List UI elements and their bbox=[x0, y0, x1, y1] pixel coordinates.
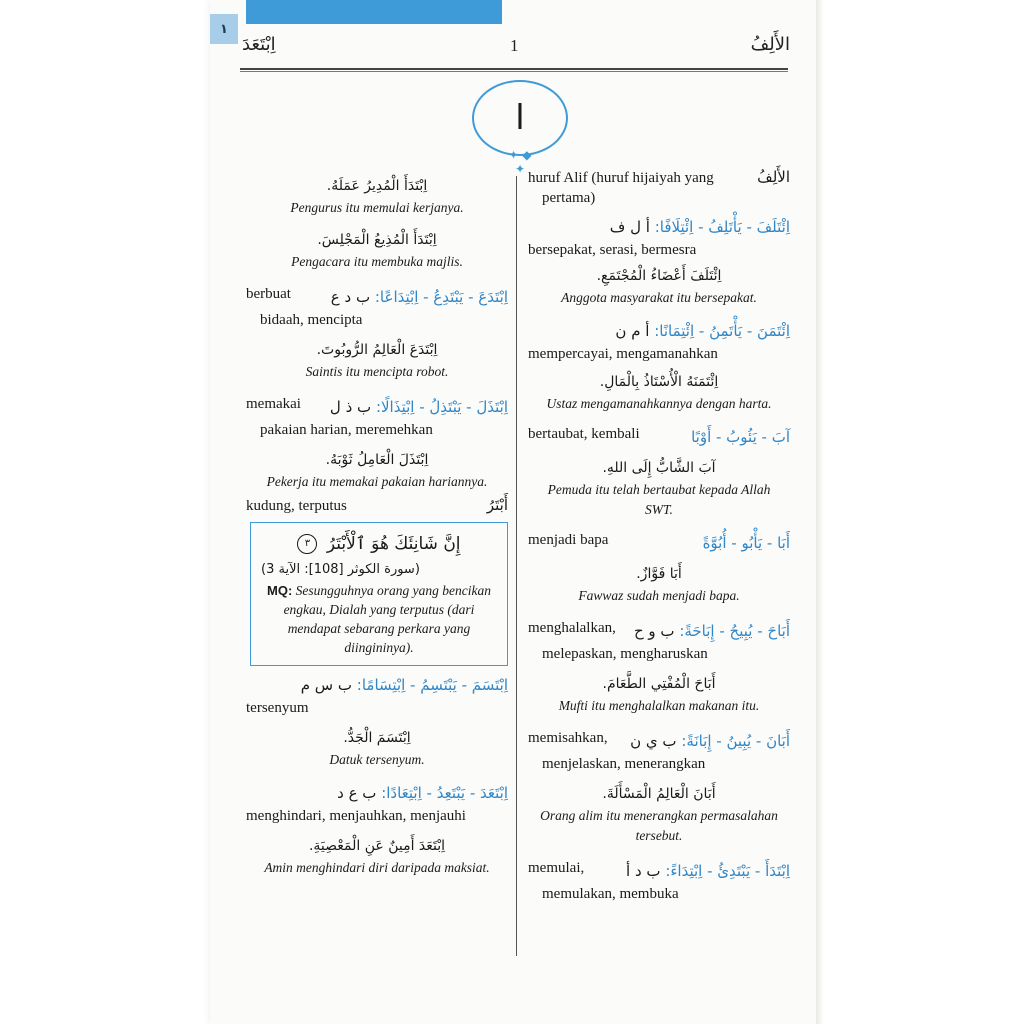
example-arabic: اِبْتَذَلَ الْعَامِلُ ثَوْبَهُ. bbox=[325, 452, 429, 468]
entry-headword: اِبْتَذَلَ - يَبْتَذِلُ - اِبْتِذَالًا: bbox=[375, 398, 508, 416]
entry-ibtasama bbox=[246, 672, 508, 770]
entry-meaning-cont: pertama) bbox=[542, 190, 596, 206]
ayah-number: ٣ bbox=[297, 534, 317, 554]
entry-headword: الأَلِفُ bbox=[757, 168, 790, 186]
entry-headword: آبَ - يَئُوبُ - أَوْبًا bbox=[691, 428, 790, 446]
entry-root: ب ع د bbox=[337, 784, 377, 802]
entry-itamana bbox=[528, 318, 790, 414]
entry-meaning-cont: menjelaskan, menerangkan bbox=[542, 756, 706, 772]
section-letter-badge bbox=[468, 80, 572, 176]
entry-meaning: huruf Alif (huruf hijaiyah yang bbox=[528, 170, 714, 186]
left-column bbox=[246, 168, 508, 878]
entry-meaning: memakai bbox=[246, 396, 301, 412]
entry-meaning: memisahkan, bbox=[528, 730, 608, 746]
mq-label: MQ: bbox=[267, 583, 293, 598]
entry-headword: اِبْتَدَأَ - يَبْتَدِئُ - اِبْتِدَاءً: bbox=[665, 862, 790, 880]
column-divider bbox=[516, 176, 517, 956]
entry-meaning: kudung, terputus bbox=[246, 498, 347, 514]
entry-meaning: bertaubat, kembali bbox=[528, 426, 640, 442]
entry-root: ب د أ bbox=[626, 862, 661, 880]
example-translation-cont: tersebut. bbox=[635, 828, 683, 843]
entry-aba bbox=[528, 424, 790, 520]
entry-root: أ م ن bbox=[615, 322, 650, 340]
entry-root: ب و ح bbox=[633, 622, 675, 640]
section-letter: ا bbox=[472, 80, 568, 156]
example-translation: Ustaz mengamanahkannya dengan harta. bbox=[546, 396, 772, 411]
entry-root: ب د ع bbox=[330, 288, 371, 306]
example-translation: Mufti itu menghalalkan makanan itu. bbox=[558, 698, 760, 713]
example-arabic: أَبَانَ الْعَالِمُ الْمَسْأَلَةَ. bbox=[602, 786, 716, 802]
page-number: 1 bbox=[510, 36, 519, 55]
example-translation: Datuk tersenyum. bbox=[329, 752, 425, 767]
entry-root: ب س م bbox=[300, 676, 353, 694]
entry-meaning-cont: bidaah, mencipta bbox=[260, 312, 363, 328]
entry-meaning-cont: melepaskan, mengharuskan bbox=[542, 646, 708, 662]
entry-headword: أَبَاحَ - يُبِيحُ - إِبَاحَةً: bbox=[679, 622, 790, 640]
entry-italafa bbox=[528, 214, 790, 308]
quran-ayah-text: إِنَّ شَانِئَكَ هُوَ ٱلْأَبْتَرُ bbox=[326, 534, 461, 554]
entry-ibtadhala bbox=[246, 394, 508, 492]
example-arabic: اِئْتَلَفَ أَعْضَاءُ الْمُجْتَمَعِ. bbox=[596, 268, 722, 284]
mq-text: Sesungguhnya orang yang bencikan engkau, Dialah yang terputus (dari mendapat sebarang perkara yang diingininya). bbox=[283, 583, 491, 655]
header-right-guide-word: الأَلِفُ bbox=[750, 34, 790, 55]
page-edge bbox=[816, 0, 824, 1024]
entry-headword: أَبَا - يَأْبُو - أُبُوَّةً bbox=[702, 534, 790, 552]
header-rule-thin bbox=[240, 71, 788, 72]
entry-root: ب ذ ل bbox=[329, 398, 372, 416]
entry-headword: اِبْتَعَدَ - يَبْتَعِدُ - اِبْتِعَادًا: bbox=[381, 784, 508, 802]
entry-ibtaada bbox=[246, 780, 508, 878]
entry-abaha bbox=[528, 618, 790, 716]
entry-abtar bbox=[246, 496, 508, 516]
header-left-guide-word: اِبْتَعَدَ bbox=[242, 34, 276, 55]
entry-meaning: menjadi bapa bbox=[528, 532, 609, 548]
entry-root: أ ل ف bbox=[609, 218, 650, 236]
entry-headword: اِئْتَمَنَ - يَأْتَمِنُ - اِئْتِمَانًا: bbox=[654, 322, 790, 340]
example-arabic: اِئْتَمَنَهُ الْأُسْتَاذُ بِالْمَالِ. bbox=[599, 374, 719, 390]
example-arabic: آبَ الشَّابُّ إِلَى اللهِ. bbox=[602, 460, 716, 476]
example-translation: Saintis itu mencipta robot. bbox=[305, 364, 449, 379]
entry-meaning: mempercayai, mengamanahkan bbox=[528, 346, 718, 362]
entry-alif bbox=[528, 168, 790, 208]
example-translation: Pengacara itu membuka majlis. bbox=[291, 254, 463, 269]
example-translation: Orang alim itu menerangkan permasalahan bbox=[540, 808, 778, 823]
entry-headword: أَبَانَ - يُبِينُ - إِبَانَةً: bbox=[681, 732, 790, 750]
entry-ibtadaa bbox=[246, 284, 508, 382]
example-arabic: اِبْتَسَمَ الْجَدُّ. bbox=[343, 730, 411, 746]
dictionary-page bbox=[210, 0, 816, 1024]
example-arabic: أَبَا فَوَّازٌ. bbox=[636, 566, 682, 582]
ornament-icon: ✦ ◆ ✦ bbox=[508, 148, 532, 176]
quran-translation bbox=[261, 581, 497, 657]
entry-meaning-cont: memulakan, membuka bbox=[542, 886, 679, 902]
entry-meaning: menghindari, menjauhkan, menjauhi bbox=[246, 808, 466, 824]
example-arabic: أَبَاحَ الْمُفْتِي الطَّعَامَ. bbox=[602, 676, 716, 692]
example-translation: Amin menghindari diri daripada maksiat. bbox=[264, 860, 490, 875]
example-translation: Pekerja itu memakai pakaian hariannya. bbox=[266, 474, 488, 489]
entry-headword: اِبْتَسَمَ - يَبْتَسِمُ - اِبْتِسَامًا: bbox=[356, 676, 508, 694]
example-translation: Fawwaz sudah menjadi bapa. bbox=[578, 588, 740, 603]
example-translation-cont: SWT. bbox=[645, 502, 673, 517]
entry-abaa bbox=[528, 530, 790, 606]
right-column bbox=[528, 168, 790, 904]
top-color-bar bbox=[246, 0, 502, 24]
example-arabic: اِبْتَعَدَ أَمِينٌ عَنِ الْمَعْصِيَةِ. bbox=[308, 838, 446, 854]
quran-source: (سورة الكوثر [108]: الآية 3) bbox=[261, 562, 420, 577]
entry-meaning: menghalalkan, bbox=[528, 620, 616, 636]
page-tab-marker: ١ bbox=[210, 14, 238, 44]
entry-headword: اِبْتَدَعَ - يَبْتَدِعُ - اِبْتِدَاعًا: bbox=[374, 288, 508, 306]
entry-headword: أَبْتَرُ bbox=[486, 496, 508, 514]
entry-meaning: bersepakat, serasi, bermesra bbox=[528, 242, 697, 258]
entry-headword: اِئْتَلَفَ - يَأْتَلِفُ - اِئْتِلَافًا: bbox=[654, 218, 790, 236]
quran-quote-box bbox=[250, 522, 508, 666]
example-translation: Pengurus itu memulai kerjanya. bbox=[290, 200, 464, 215]
example-arabic: اِبْتَدَعَ الْعَالِمُ الرُّوبُوتَ. bbox=[316, 342, 438, 358]
example-arabic: اِبْتَدَأَ الْمُدِيرُ عَمَلَهُ. bbox=[326, 178, 428, 194]
entry-root: ب ي ن bbox=[630, 732, 677, 750]
entry-abana bbox=[528, 728, 790, 846]
entry-ibtadaa-begin bbox=[528, 858, 790, 904]
entry-meaning: berbuat bbox=[246, 286, 291, 302]
entry-meaning-cont: pakaian harian, meremehkan bbox=[260, 422, 433, 438]
header-rule bbox=[240, 68, 788, 70]
example-translation: Pemuda itu telah bertaubat kepada Allah bbox=[547, 482, 771, 497]
entry-meaning: memulai, bbox=[528, 860, 585, 876]
example-arabic: اِبْتَدَأَ الْمُذِيعُ الْمَجْلِسَ. bbox=[317, 232, 437, 248]
example-translation: Anggota masyarakat itu bersepakat. bbox=[561, 290, 757, 305]
entry-meaning: tersenyum bbox=[246, 700, 309, 716]
